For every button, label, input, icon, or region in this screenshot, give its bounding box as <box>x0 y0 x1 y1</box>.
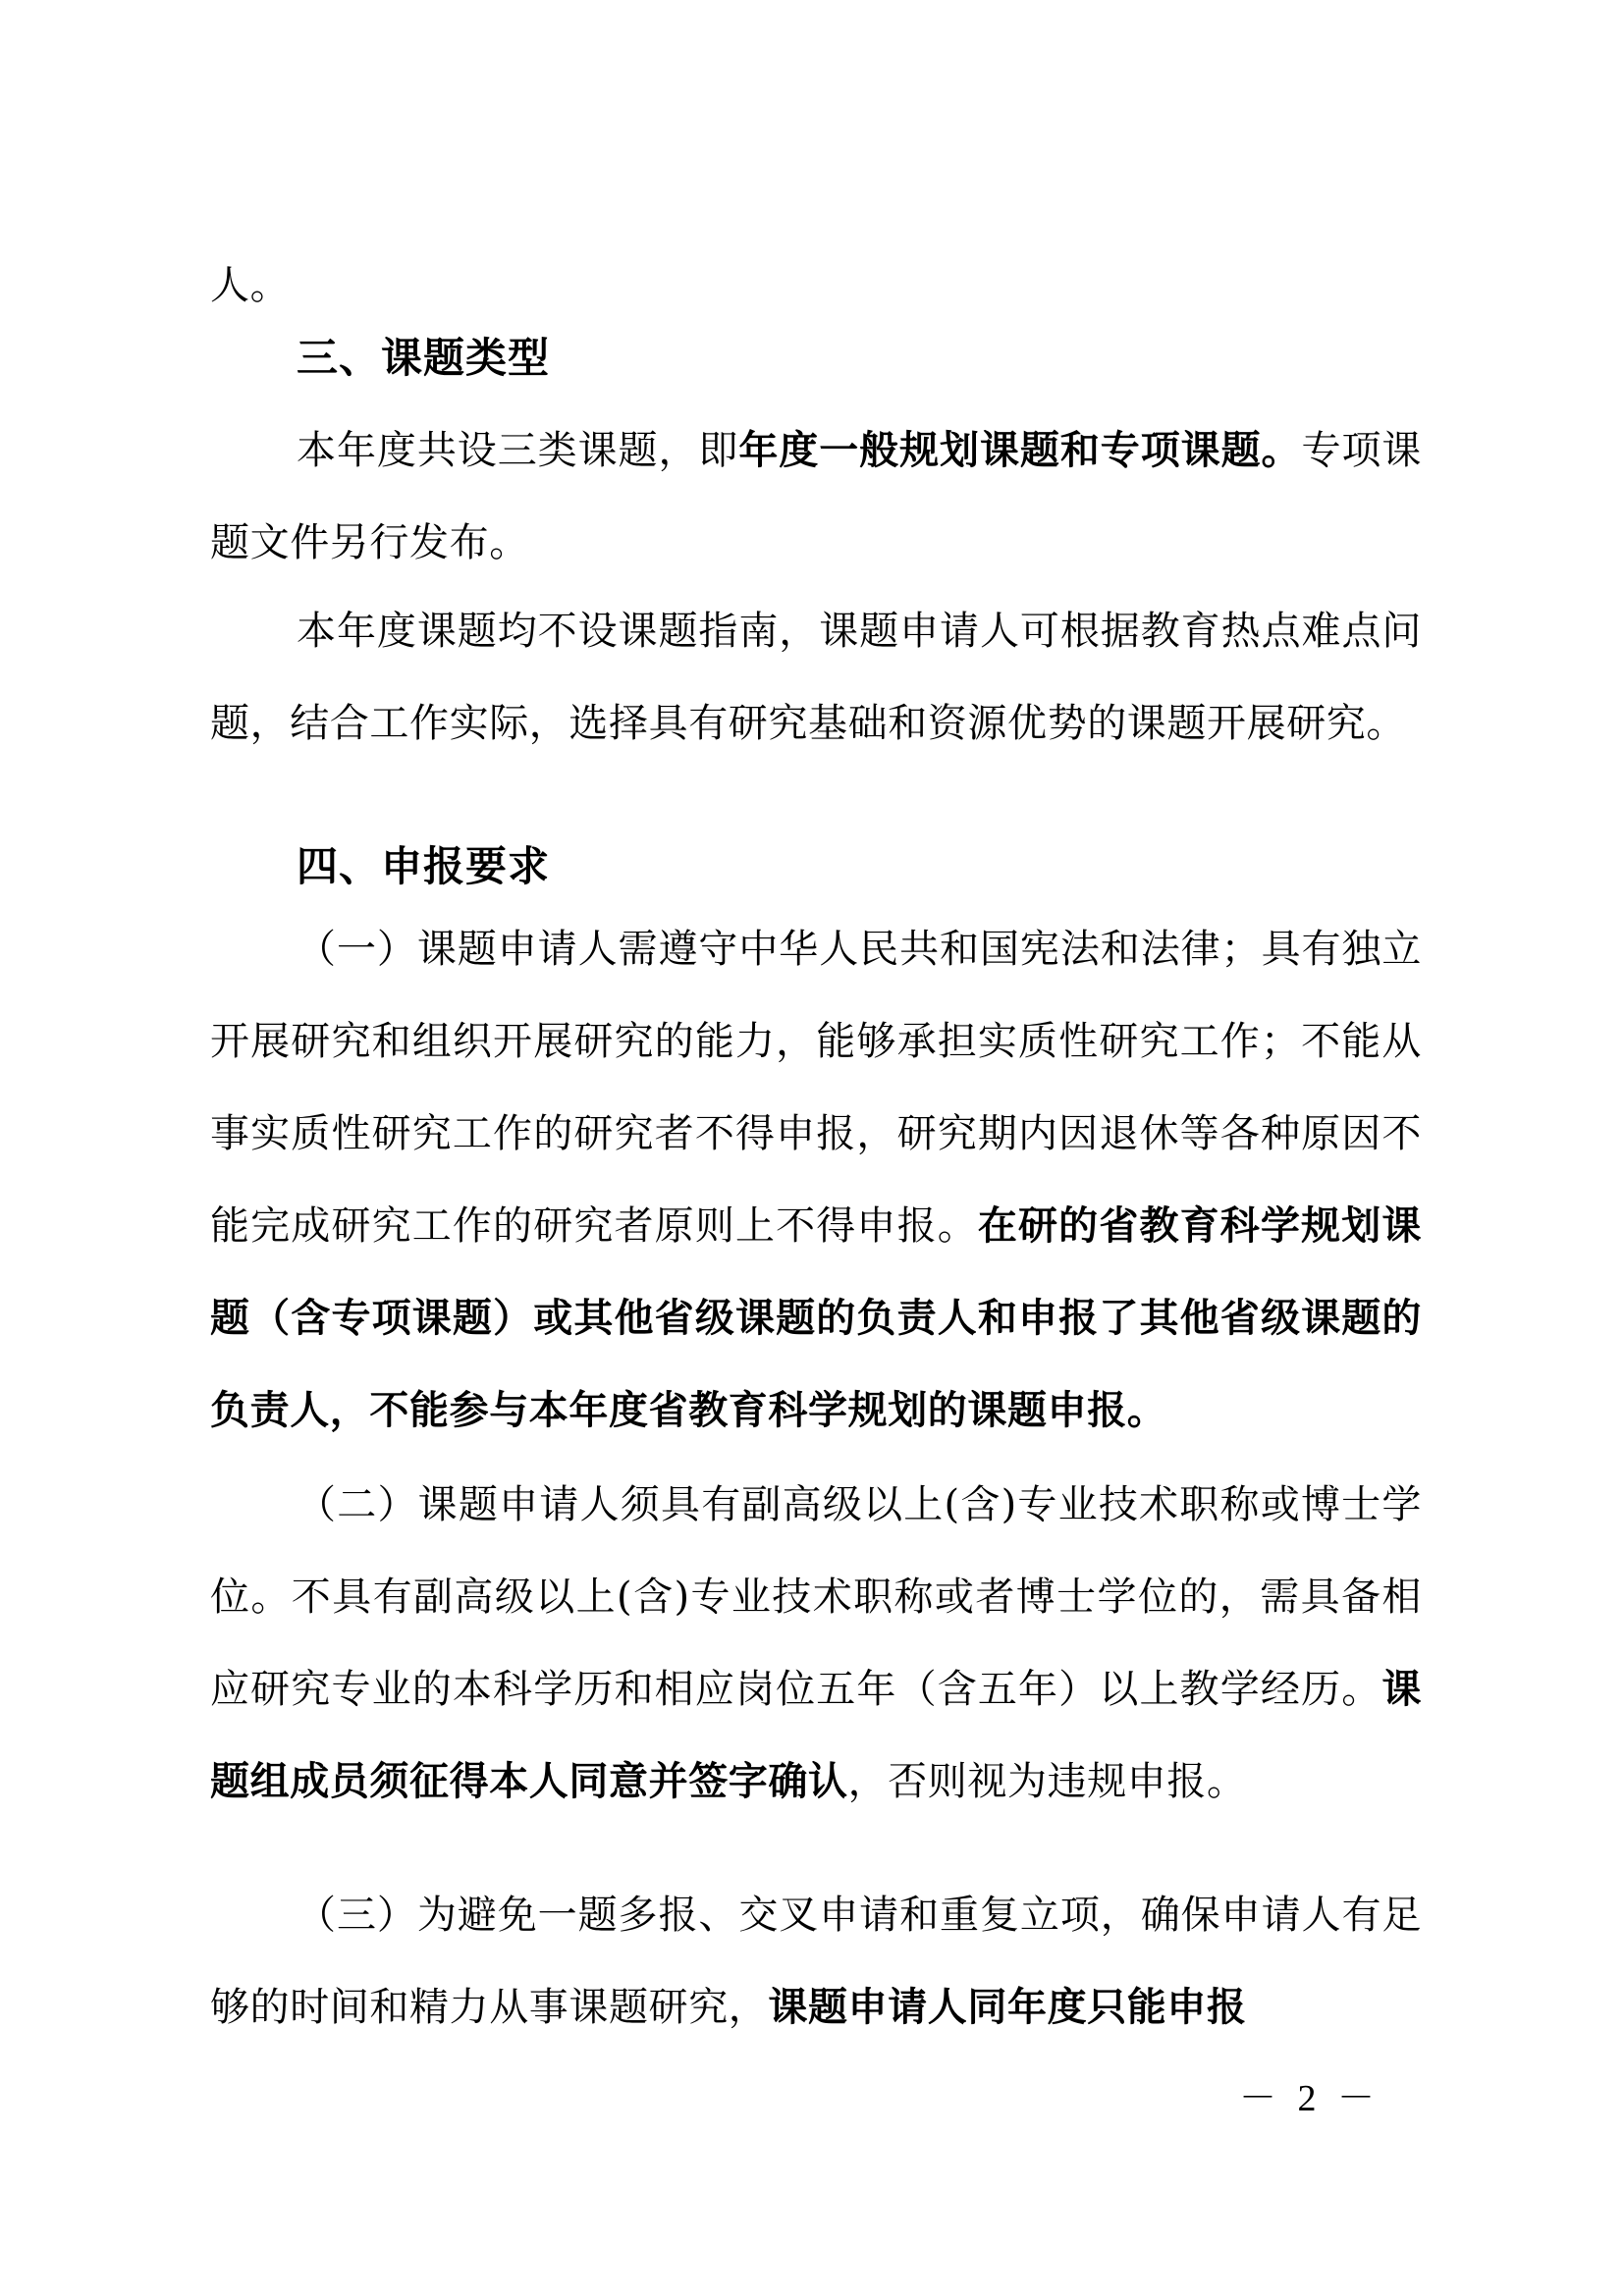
text-run: 本年度课题均不设课题指南，课题申请人可根据教育热点难点问题，结合工作实际，选择具有研究基础和资源优势的课题开展研究。 <box>210 609 1422 746</box>
bold-text-run: 课题申请人同年度只能申报 <box>768 1985 1247 2030</box>
paragraph-requirement-2 <box>210 1459 1422 1828</box>
text-run: （三）为避免一题多报、交叉申请和重复立项，确保申请人有足够的时间和精力从事课题研究， <box>210 1893 1422 2030</box>
paragraph-requirement-3 <box>210 1869 1422 2054</box>
text-run: 本年度共设三类课题，即 <box>297 428 739 473</box>
paragraph-requirement-1 <box>210 903 1422 1457</box>
section-heading-3: 三、课题类型 <box>297 334 551 382</box>
text-run: （二）课题申请人须具有副高级以上(含)专业技术职称或博士学位。不具有副高级以上(含)专业技术职称或者博士学位的，需具备相应研究专业的本科学历和相应岗位五年（含五年）以上教学经历。 <box>210 1482 1422 1712</box>
bold-text-run: 课题组成员须征得本人同意并签字确认 <box>210 1667 1422 1804</box>
line-text: 人。 <box>210 263 291 308</box>
bold-text-run: 在研的省教育科学规划课题（含专项课题）或其他省级课题的负责人和申报了其他省级课题的负责人，不能参与本年度省教育科学规划的课题申报。 <box>210 1203 1422 1433</box>
paragraph-course-types <box>210 404 1422 589</box>
text-run: （一）课题申请人需遵守中华人民共和国宪法和法律；具有独立开展研究和组织开展研究的能力，能够承担实质性研究工作；不能从事实质性研究工作的研究者不得申报，研究期内因退休等各种原因不能完成研究工作的研究者原则上不得申报。 <box>210 927 1422 1249</box>
page-number: － 2 － <box>1239 2078 1381 2119</box>
text-run: 专项课题文件另行发布。 <box>210 428 1422 565</box>
bold-text-run: 年度一般规划课题和专项课题。 <box>738 428 1302 473</box>
text-run: ，否则视为违规申报。 <box>847 1759 1247 1804</box>
paragraph-no-guide <box>210 585 1422 770</box>
section-heading-4: 四、申报要求 <box>297 842 551 890</box>
